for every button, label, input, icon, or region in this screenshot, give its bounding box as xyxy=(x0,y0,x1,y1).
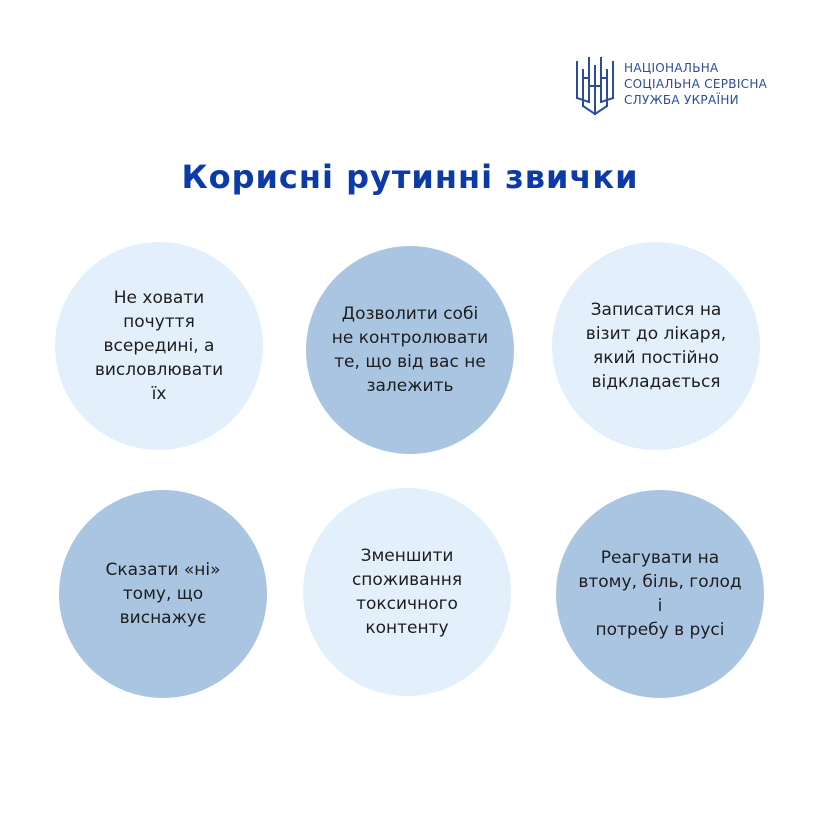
logo-line: СОЦІАЛЬНА СЕРВІСНА xyxy=(624,77,768,91)
logo-line: СЛУЖБА УКРАЇНИ xyxy=(624,93,739,107)
habit-circle xyxy=(303,488,511,696)
habit-circle xyxy=(306,246,514,454)
page-title: Корисні рутинні звички xyxy=(181,158,639,196)
logo-text xyxy=(624,60,767,108)
habit-circle xyxy=(55,242,263,450)
nssu-emblem-icon xyxy=(574,56,618,116)
habit-text: Не ховати почуття всередині, а висловлювати їх xyxy=(94,288,224,404)
nssu-logo xyxy=(574,56,767,116)
habit-text: Зменшити споживання токсичного контенту xyxy=(351,546,463,638)
habit-circle xyxy=(552,242,760,450)
habit-text: Записатися на візит до лікаря, який постійно відкладається xyxy=(585,300,727,392)
habit-text: Сказати «ні» тому, що виснажує xyxy=(105,560,221,628)
habit-circle xyxy=(556,490,764,698)
habit-text: Дозволити собі не контролювати те, що від вас не залежить xyxy=(331,304,489,396)
habit-circle xyxy=(59,490,267,698)
logo-line: НАЦІОНАЛЬНА xyxy=(624,61,719,75)
habit-text: Реагувати на втому, біль, голод і потребу в русі xyxy=(578,548,742,640)
